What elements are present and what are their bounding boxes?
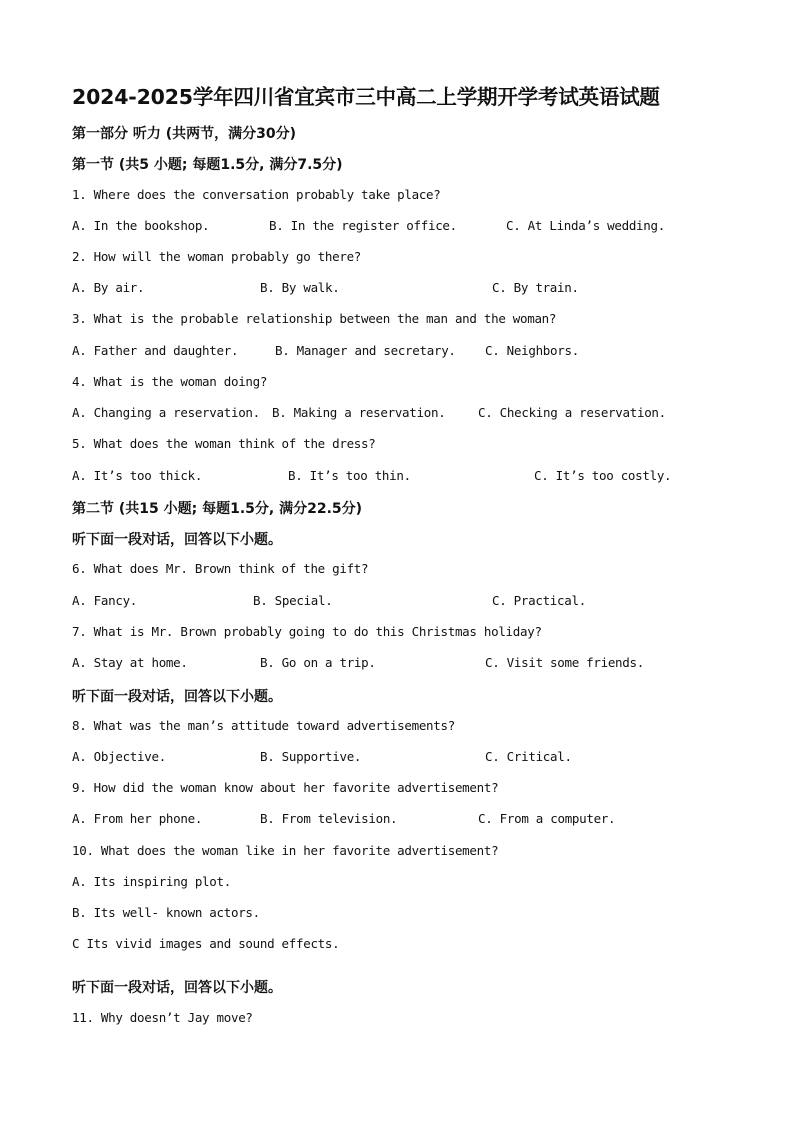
question-7-option-c: C. Visit some friends.: [485, 655, 644, 670]
question-3-option-b: B. Manager and secretary.: [275, 343, 456, 358]
question-6-option-b: B. Special.: [253, 593, 333, 608]
question-4-option-c: C. Checking a reservation.: [478, 405, 666, 420]
question-10-option-c: C Its vivid images and sound effects.: [72, 936, 340, 951]
listen-instruction-2: 听下面一段对话，回答以下小题。: [72, 689, 282, 705]
question-2-option-c: C. By train.: [492, 280, 579, 295]
question-3: 3. What is the probable relationship between the man and the woman?: [72, 311, 557, 326]
question-8-option-b: B. Supportive.: [260, 749, 362, 764]
section-heading-1: 第一节 (共5 小题; 每题1.5分, 满分7.5分): [72, 157, 343, 173]
question-1-option-c: C. At Linda’s wedding.: [506, 218, 665, 233]
question-1-option-b: B. In the register office.: [269, 218, 457, 233]
document-title: 2024-2025学年四川省宜宾市三中高二上学期开学考试英语试题: [72, 85, 660, 109]
question-9-option-b: B. From television.: [260, 811, 398, 826]
question-10-option-a: A. Its inspiring plot.: [72, 874, 231, 889]
question-2-option-b: B. By walk.: [260, 280, 340, 295]
question-8-option-c: C. Critical.: [485, 749, 572, 764]
part-heading-listening: 第一部分 听力 (共两节，满分30分): [72, 126, 297, 142]
listen-instruction-3: 听下面一段对话，回答以下小题。: [72, 980, 282, 996]
question-5-option-c: C. It’s too costly.: [534, 468, 672, 483]
question-6-option-a: A. Fancy.: [72, 593, 138, 608]
question-7-option-a: A. Stay at home.: [72, 655, 188, 670]
question-2-option-a: A. By air.: [72, 280, 145, 295]
question-9: 9. How did the woman know about her favorite advertisement?: [72, 780, 499, 795]
question-10-option-b: B. Its well- known actors.: [72, 905, 260, 920]
question-11: 11. Why doesn’t Jay move?: [72, 1010, 253, 1025]
question-2: 2. How will the woman probably go there?: [72, 249, 362, 264]
question-10: 10. What does the woman like in her favorite advertisement?: [72, 843, 499, 858]
listen-instruction-1: 听下面一段对话，回答以下小题。: [72, 532, 282, 548]
question-5-option-a: A. It’s too thick.: [72, 468, 203, 483]
question-3-option-c: C. Neighbors.: [485, 343, 579, 358]
question-6: 6. What does Mr. Brown think of the gift?: [72, 561, 369, 576]
question-5: 5. What does the woman think of the dress?: [72, 436, 376, 451]
question-3-option-a: A. Father and daughter.: [72, 343, 239, 358]
question-5-option-b: B. It’s too thin.: [288, 468, 411, 483]
question-1-option-a: A. In the bookshop.: [72, 218, 210, 233]
question-7: 7. What is Mr. Brown probably going to do this Christmas holiday?: [72, 624, 542, 639]
question-4-option-b: B. Making a reservation.: [272, 405, 446, 420]
question-4-option-a: A. Changing a reservation.: [72, 405, 260, 420]
section-heading-2: 第二节 (共15 小题; 每题1.5分, 满分22.5分): [72, 501, 363, 517]
question-8-option-a: A. Objective.: [72, 749, 166, 764]
question-9-option-c: C. From a computer.: [478, 811, 616, 826]
question-9-option-a: A. From her phone.: [72, 811, 203, 826]
question-7-option-b: B. Go on a trip.: [260, 655, 376, 670]
question-4: 4. What is the woman doing?: [72, 374, 268, 389]
question-6-option-c: C. Practical.: [492, 593, 586, 608]
question-1: 1. Where does the conversation probably take place?: [72, 187, 441, 202]
question-8: 8. What was the man’s attitude toward advertisements?: [72, 718, 455, 733]
